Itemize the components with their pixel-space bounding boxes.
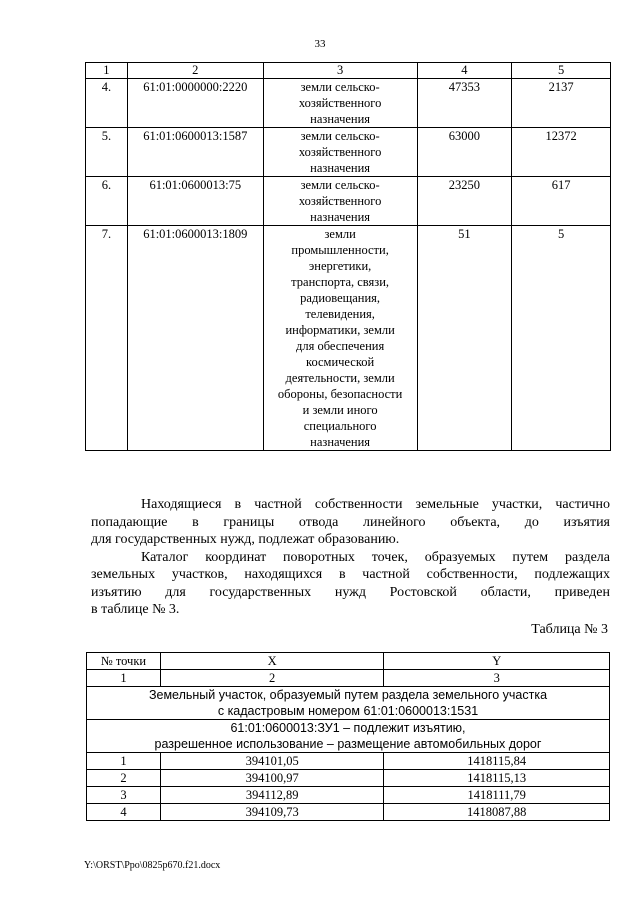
coordinates-table [86, 652, 610, 821]
land-category: земли сельско- хозяйственного назначения [263, 128, 417, 177]
page-number: 33 [314, 38, 326, 50]
plot-area: 51 [417, 226, 512, 451]
table-row [87, 787, 610, 804]
land-category: земли промышленности, энергетики, транспорта, связи, радиовещания, телевидения, информатики, земли для обеспечения космической деятельности, земли обороны, безопасности и земли иного специального назначения [263, 226, 417, 451]
cadastral-number: 61:01:0600013:1809 [127, 226, 263, 451]
header-cell: 3 [263, 63, 417, 79]
table-row [86, 128, 611, 177]
coord-x: 394100,97 [160, 770, 384, 787]
coord-y: 1418087,88 [384, 804, 610, 821]
paragraph-plots-formation: Находящиеся в частной собственности земельные участки, частично [141, 497, 610, 512]
point-number: 3 [87, 787, 161, 804]
row-number: 7. [86, 226, 128, 451]
table-caption: Таблица № 3 [531, 622, 608, 637]
table-row [87, 770, 610, 787]
land-category: земли сельско- хозяйственного назначения [263, 177, 417, 226]
plot-area: 47353 [417, 79, 512, 128]
header-cell: Y [384, 653, 610, 670]
coord-x: 394109,73 [160, 804, 384, 821]
land-plots-table [85, 62, 611, 451]
paragraph-coordinates-catalog: Каталог координат поворотных точек, образуемых путем раздела [141, 549, 610, 565]
file-path-footer: Y:\ORST\Ppo\0825p670.f21.docx [84, 860, 221, 871]
header-cell: 1 [86, 63, 128, 79]
numbering-row [87, 670, 610, 687]
paragraph-plots-formation-cont: попадающие в границы отвода линейного объекта, до изъятия для государственных нужд, подлежат образованию. [91, 514, 610, 547]
coord-x: 394112,89 [160, 787, 384, 804]
seized-area: 5 [512, 226, 611, 451]
land-category: земли сельско- хозяйственного назначения [263, 79, 417, 128]
point-number: 1 [87, 753, 161, 770]
table-row [86, 79, 611, 128]
seized-area: 12372 [512, 128, 611, 177]
coord-y: 1418111,79 [384, 787, 610, 804]
numbering-cell: 2 [160, 670, 384, 687]
plot-area: 63000 [417, 128, 512, 177]
section-title-row [87, 687, 610, 720]
row-number: 5. [86, 128, 128, 177]
header-cell: 5 [512, 63, 611, 79]
table-row [87, 804, 610, 821]
row-number: 6. [86, 177, 128, 226]
table-header-row [87, 653, 610, 670]
header-cell: № точки [87, 653, 161, 670]
seized-area: 2137 [512, 79, 611, 128]
table-row [86, 177, 611, 226]
cadastral-number: 61:01:0000000:2220 [127, 79, 263, 128]
table-header-row [86, 63, 611, 79]
coord-y: 1418115,13 [384, 770, 610, 787]
coord-x: 394101,05 [160, 753, 384, 770]
row-number: 4. [86, 79, 128, 128]
cadastral-number: 61:01:0600013:75 [127, 177, 263, 226]
table-row [87, 753, 610, 770]
header-cell: 4 [417, 63, 512, 79]
section-title: Земельный участок, образуемый путем раздела земельного участка с кадастровым номером 61:01:0600013:1531 [87, 687, 610, 720]
header-cell: X [160, 653, 384, 670]
point-number: 2 [87, 770, 161, 787]
seized-area: 617 [512, 177, 611, 226]
cadastral-number: 61:01:0600013:1587 [127, 128, 263, 177]
paragraph-coordinates-catalog-cont: земельных участков, находящихся в частной собственности, подлежащих изъятию для государственных нужд Ростовской области, приведен в таблице № 3. [91, 567, 610, 617]
plot-area: 23250 [417, 177, 512, 226]
section-subtitle: 61:01:0600013:ЗУ1 – подлежит изъятию, разрешенное использование – размещение автомобильных дорог [87, 720, 610, 753]
header-cell: 2 [127, 63, 263, 79]
section-subtitle-row [87, 720, 610, 753]
point-number: 4 [87, 804, 161, 821]
table-row [86, 226, 611, 451]
coord-y: 1418115,84 [384, 753, 610, 770]
numbering-cell: 3 [384, 670, 610, 687]
numbering-cell: 1 [87, 670, 161, 687]
